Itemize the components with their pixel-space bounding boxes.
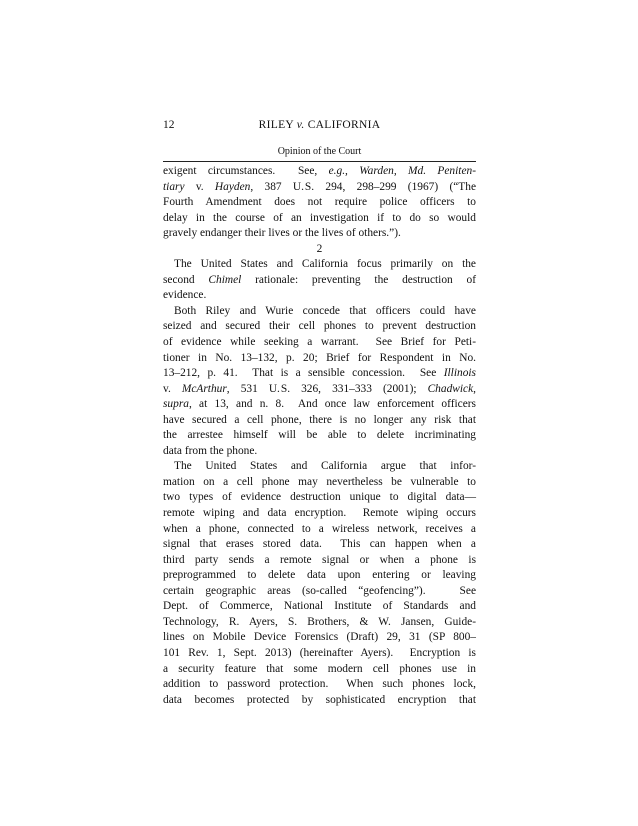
text-line: have secured a cell phone, there is no longer any risk that <box>163 413 476 426</box>
text-line: Technology, R. Ayers, S. Brothers, & W. Jansen, Guide- <box>163 615 476 628</box>
text-line: certain geographic areas (so-called “geofencing”). See <box>163 584 476 597</box>
opinion-body <box>163 164 476 708</box>
text-line: lines on Mobile Device Forensics (Draft) 29, 31 (SP 800– <box>163 631 476 644</box>
text-line: mation on a cell phone may nevertheless be vulnerable to <box>163 475 476 488</box>
text-line: delay in the course of an investigation if to do so would <box>163 211 476 224</box>
text-line: of evidence while seeking a warrant. See Brief for Peti- <box>163 336 476 349</box>
text-line: two types of evidence destruction unique to digital data— <box>163 491 476 504</box>
text-line: exigent circumstances. See, e.g., Warden, Md. Peniten- <box>163 165 476 177</box>
text-line: The United States and California focus primarily on the <box>174 258 476 271</box>
text-line: when a phone, connected to a wireless network, receives a <box>163 522 476 535</box>
caption-right: CALIFORNIA <box>307 119 381 131</box>
text-line: Both Riley and Wurie concede that officers could have <box>174 304 476 317</box>
text-line: tiary v. Hayden, 387 U. S. 294, 298–299 (1967) (“The <box>163 180 477 193</box>
text-line: v. McArthur, 531 U. S. 326, 331–333 (2001); Chadwick, <box>163 382 476 395</box>
running-header <box>163 119 476 135</box>
caption-v: v. <box>296 119 305 131</box>
caption-left: RILEY <box>258 119 294 131</box>
text-line: evidence. <box>163 289 207 302</box>
case-caption <box>163 119 476 131</box>
text-line: third party sends a remote signal or when a phone is <box>163 553 476 566</box>
text-line: Fourth Amendment does not require police officers to <box>163 196 476 209</box>
text-line: second Chimel rationale: preventing the destruction of <box>163 273 476 286</box>
text-line: data becomes protected by sophisticated encryption that <box>163 693 476 706</box>
text-line: gravely endanger their lives or the lives of others.”). <box>163 227 401 240</box>
text-line: the arrestee himself will be able to delete incriminating <box>163 429 476 442</box>
text-line: preprogrammed to delete data upon entering or leaving <box>163 569 476 582</box>
text-line: a security feature that some modern cell phones use in <box>163 662 476 675</box>
opinion-subheading: Opinion of the Court <box>277 146 362 157</box>
text-line: seized and secured their cell phones to prevent destruction <box>163 320 476 333</box>
text-line: data from the phone. <box>163 444 258 457</box>
section-number: 2 <box>316 242 323 255</box>
text-line: supra, at 13, and n. 8. And once law enforcement officers <box>163 398 476 411</box>
text-line: Dept. of Commerce, National Institute of Standards and <box>163 600 476 613</box>
text-line: remote wiping and data encryption. Remote wiping occurs <box>163 507 476 520</box>
text-line: addition to password protection. When such phones lock, <box>163 678 476 691</box>
text-line: tioner in No. 13–132, p. 20; Brief for Respondent in No. <box>163 351 476 364</box>
header-rule <box>163 161 476 162</box>
text-line: 101 Rev. 1, Sept. 2013) (hereinafter Ayers). Encryption is <box>163 646 476 659</box>
text-line: signal that erases stored data. This can happen when a <box>163 538 476 551</box>
page-number: 12 <box>163 119 175 131</box>
text-line: 13–212, p. 41. That is a sensible concession. See Illinois <box>163 367 476 380</box>
text-line: The United States and California argue that infor- <box>174 460 476 473</box>
